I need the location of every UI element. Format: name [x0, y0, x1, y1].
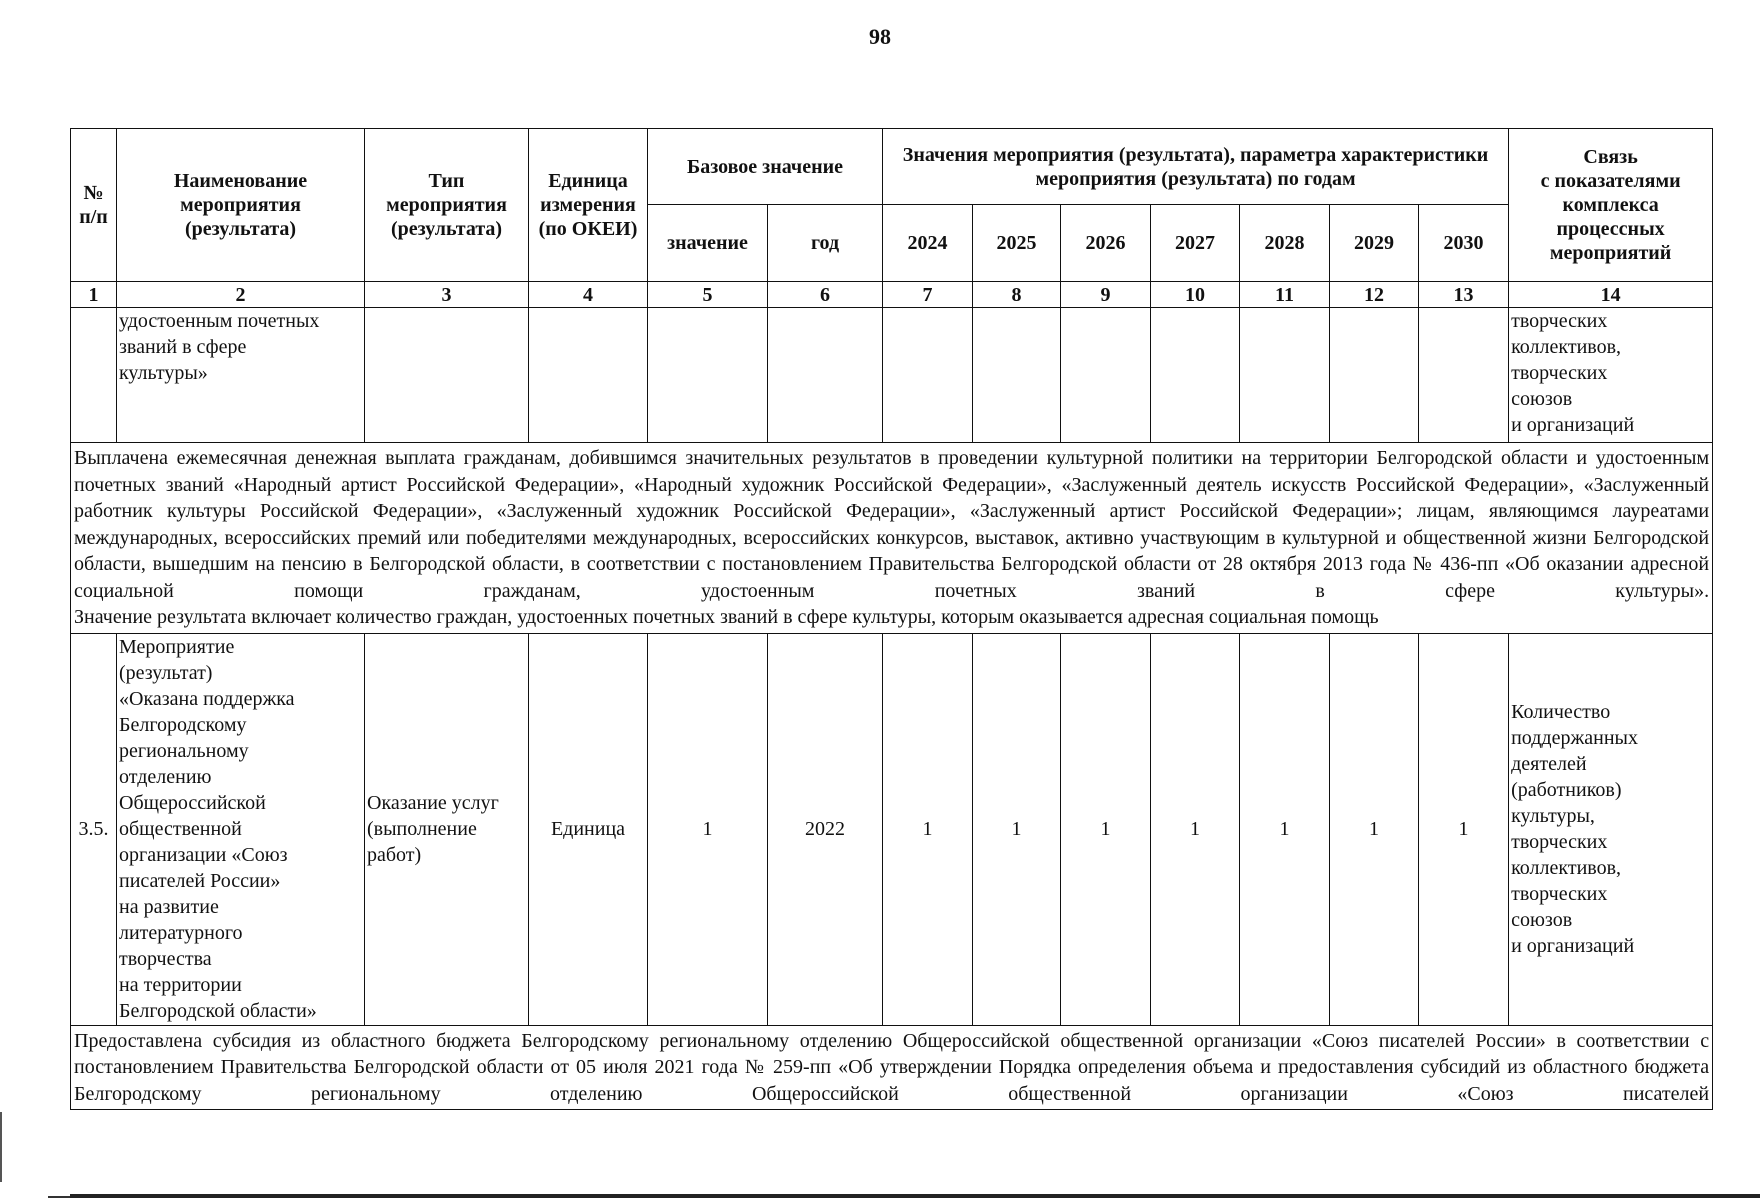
header-type: Тип мероприятия (результата) — [365, 129, 529, 282]
header-no: № п/п — [71, 129, 117, 282]
header-year: 2030 — [1419, 205, 1509, 282]
column-number: 12 — [1330, 282, 1419, 308]
cell-empty — [365, 308, 529, 443]
header-unit: Единица измерения (по ОКЕИ) — [529, 129, 648, 282]
header-link: Связь с показателями комплекса процессных мероприятий — [1509, 129, 1713, 282]
cell-empty — [1061, 308, 1151, 443]
header-row-1 — [71, 129, 1713, 205]
cell-empty — [883, 308, 973, 443]
column-number-row — [71, 282, 1713, 308]
cell-year-value: 1 — [973, 633, 1061, 1025]
header-year: 2027 — [1151, 205, 1240, 282]
column-number: 7 — [883, 282, 973, 308]
cell-empty — [71, 308, 117, 443]
column-number: 2 — [117, 282, 365, 308]
scan-edge-mark — [0, 1112, 2, 1182]
cell-empty — [1151, 308, 1240, 443]
cell-link: Количество поддержанных деятелей (работников) культуры, творческих коллективов, творческих союзов и организаций — [1509, 633, 1713, 1025]
description-row — [71, 443, 1713, 634]
bottom-rule — [70, 1194, 1760, 1198]
header-base-group: Базовое значение — [648, 129, 883, 205]
cell-empty — [648, 308, 768, 443]
header-year: 2029 — [1330, 205, 1419, 282]
cell-row-number: 3.5. — [71, 633, 117, 1025]
cell-empty — [1419, 308, 1509, 443]
cell-empty — [1240, 308, 1330, 443]
cell-year-value: 1 — [1061, 633, 1151, 1025]
column-number: 4 — [529, 282, 648, 308]
column-number: 1 — [71, 282, 117, 308]
table-row-continuation — [71, 308, 1713, 443]
header-year: 2026 — [1061, 205, 1151, 282]
description-text: Выплачена ежемесячная денежная выплата гражданам, добившимся значительных результатов в проведении культурной политики на территории Белгородской области и удостоенным почетных званий «Народный артист Российской Федерации», «Народный художник Российской Федерации», «Заслуженный деятель искусств Российской Федерации», «Заслуженный работник культуры Российской Федерации», «Заслуженный художник Российской Федерации», «Заслуженный артист Российской Федерации»; лицам, являющимся лауреатами международных, всероссийских премий или победителями международных, всероссийских конкурсов, выставок, активно участвующим в культурной и общественной жизни Белгородской области, вышедшим на пенсию в Белгородской области, в соответствии с постановлением Правительства Белгородской области от 28 октября 2013 года № 436-пп «Об оказании адресной социальной помощи гражданам, удостоенным почетных званий в сфере культуры». — [74, 447, 1710, 602]
cell-name: Мероприятие (результат) «Оказана поддержка Белгородскому региональному отделению Общероссийской общественной организации «Союз писателей России» на развитие литературного творчества на территории Белгородской области» — [117, 633, 365, 1025]
cell-base-value: 1 — [648, 633, 768, 1025]
column-number: 8 — [973, 282, 1061, 308]
cell-name: удостоенным почетных званий в сфере культуры» — [117, 308, 365, 443]
column-number: 14 — [1509, 282, 1713, 308]
header-year: 2024 — [883, 205, 973, 282]
column-number: 9 — [1061, 282, 1151, 308]
result-description — [71, 1025, 1713, 1110]
page-number: 98 — [869, 24, 891, 49]
results-table — [70, 128, 1713, 1110]
header-base-value: значение — [648, 205, 768, 282]
description-text: Предоставлена субсидия из областного бюджета Белгородскому региональному отделению Общероссийской общественной организации «Союз писателей России» в соответствии с постановлением Правительства Белгородской области от 05 июля 2021 года № 259-пп «Об утверждении Порядка определения объема и предоставления субсидий из областного бюджета Белгородскому региональному отделению Общероссийской общественной организации «Союз писателей — [74, 1029, 1710, 1105]
column-number: 13 — [1419, 282, 1509, 308]
header-year: 2025 — [973, 205, 1061, 282]
cell-year-value: 1 — [1151, 633, 1240, 1025]
column-number: 3 — [365, 282, 529, 308]
description-note: Значение результата включает количество граждан, удостоенных почетных званий в сфере культуры, которым оказывается адресная социальная помощь — [74, 606, 1379, 628]
cell-year-value: 1 — [1240, 633, 1330, 1025]
column-number: 5 — [648, 282, 768, 308]
column-number: 11 — [1240, 282, 1330, 308]
cell-type: Оказание услуг (выполнение работ) — [365, 633, 529, 1025]
cell-base-year: 2022 — [768, 633, 883, 1025]
header-name: Наименование мероприятия (результата) — [117, 129, 365, 282]
column-number: 10 — [1151, 282, 1240, 308]
cell-empty — [1330, 308, 1419, 443]
header-years-group: Значения мероприятия (результата), параметра характеристики мероприятия (результата) по годам — [883, 129, 1509, 205]
cell-unit: Единица — [529, 633, 648, 1025]
cell-empty — [529, 308, 648, 443]
cell-empty — [973, 308, 1061, 443]
header-year: 2028 — [1240, 205, 1330, 282]
cell-year-value: 1 — [883, 633, 973, 1025]
cell-year-value: 1 — [1419, 633, 1509, 1025]
column-number: 6 — [768, 282, 883, 308]
result-description — [71, 443, 1713, 634]
cell-year-value: 1 — [1330, 633, 1419, 1025]
table-row-3-5 — [71, 633, 1713, 1025]
cell-link: творческих коллективов, творческих союзов и организаций — [1509, 308, 1713, 443]
cell-empty — [768, 308, 883, 443]
header-base-year: год — [768, 205, 883, 282]
description-row — [71, 1025, 1713, 1110]
